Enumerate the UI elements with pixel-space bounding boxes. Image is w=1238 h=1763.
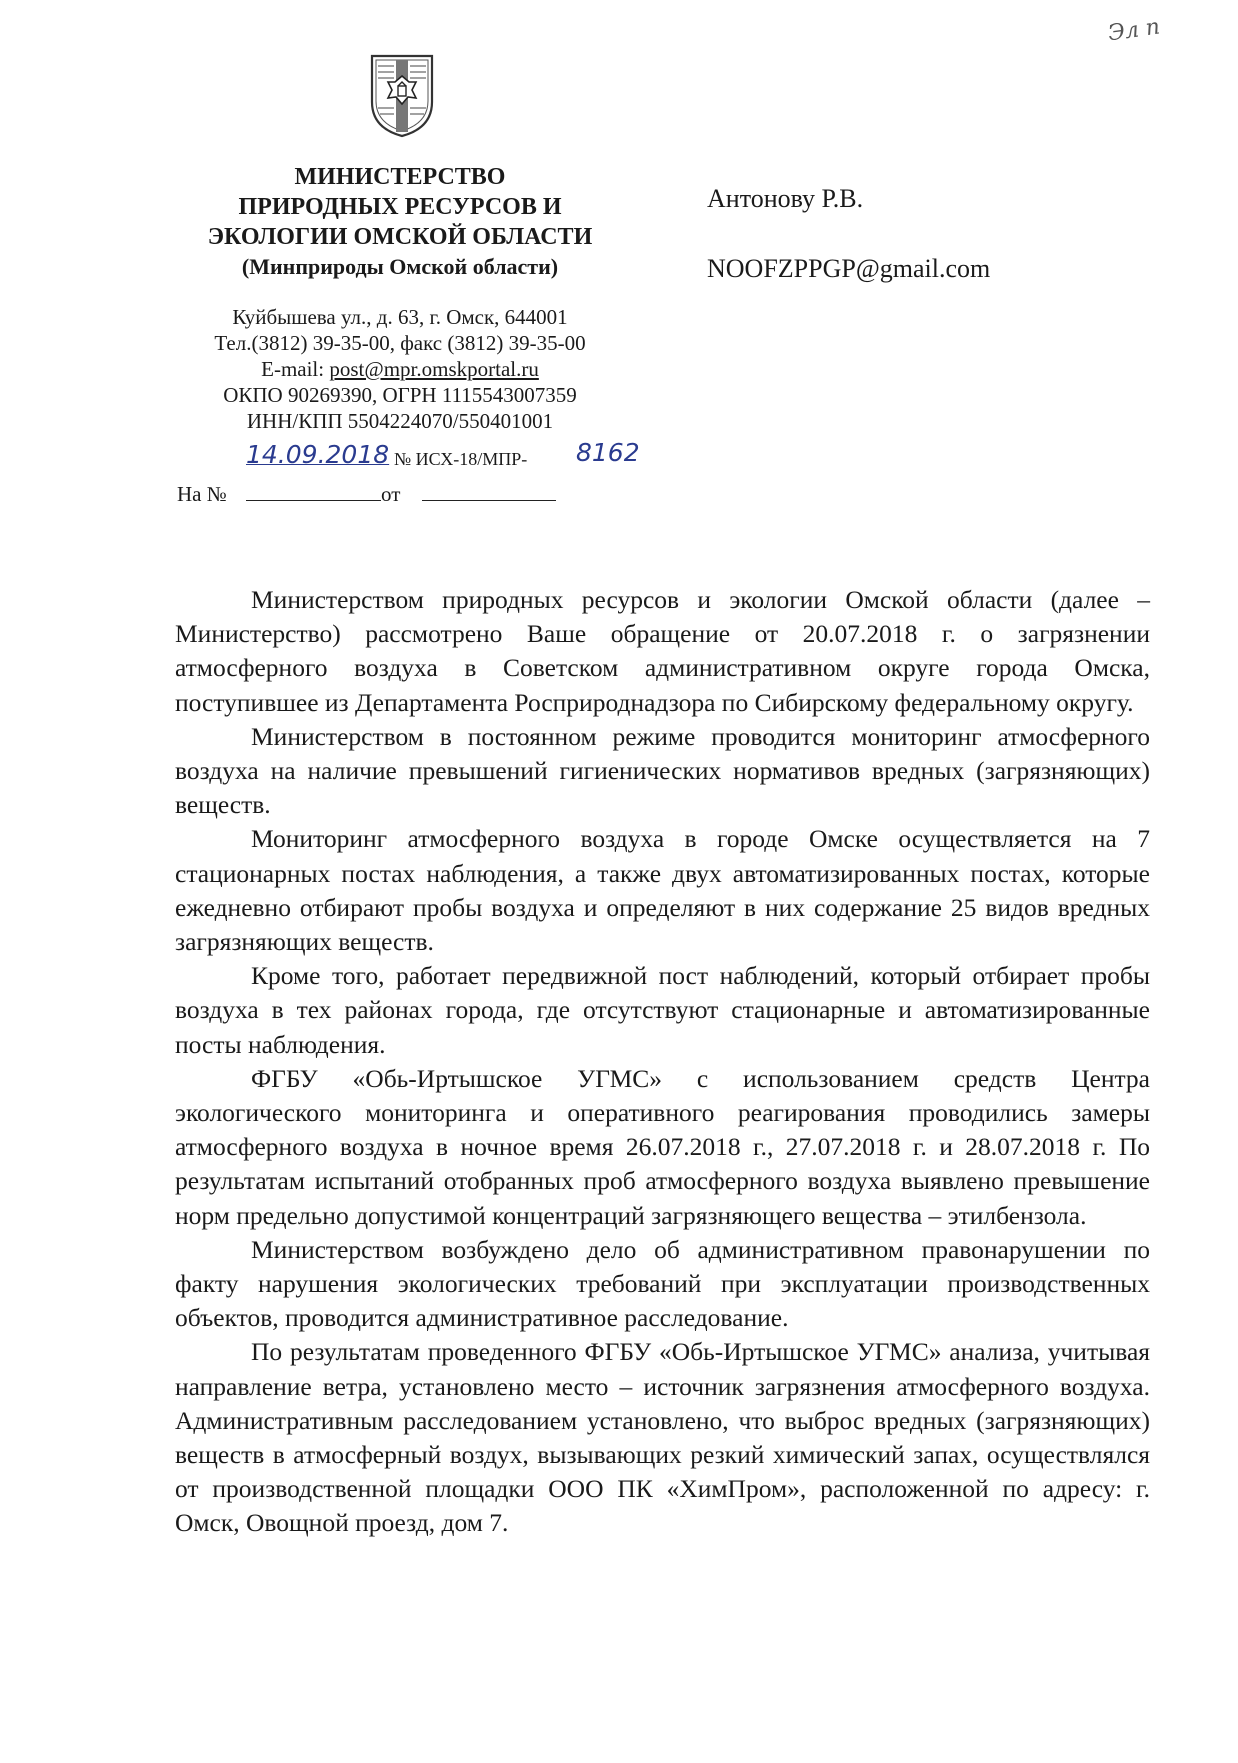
letter-body — [175, 583, 1150, 1541]
okpo-ogrn-line: ОКПО 90269390, ОГРН 1115543007359 — [223, 383, 577, 407]
ministry-name-line: ПРИРОДНЫХ РЕСУРСОВ И — [238, 194, 562, 220]
body-paragraph: ФГБУ «Обь-Иртышское УГМС» с использованием средств Центра экологического мониторинга и оперативного реагирования проводились замеры атмосферного воздуха в ночное время 26.07.2018 г., 27.07.2018 г. и 28.07.2018 г. По результатам испытаний отобранных проб атмосферного воздуха выявлено превышение норм предельно допустимой концентраций загрязняющего вещества – этилбензола. — [175, 1063, 1150, 1230]
registration-number-prefix: № ИСХ-18/МПР- — [394, 449, 528, 469]
phone-line: Тел.(3812) 39-35-00, факс (3812) 39-35-00 — [214, 331, 586, 355]
ministry-name-block — [170, 162, 630, 282]
body-paragraph: Министерством возбуждено дело об административном правонарушении по факту нарушения экологических требований при эксплуатации производственных объектов, проводится административное расследование. — [175, 1234, 1150, 1333]
reference-number-label: На № — [177, 482, 227, 506]
body-paragraph: Кроме того, работает передвижной пост наблюдений, который отбирает пробы воздуха в тех районах города, где отсутствуют стационарные и автоматизированные посты наблюдения. — [175, 961, 1150, 1059]
body-paragraph: Министерством в постоянном режиме проводится мониторинг атмосферного воздуха на наличие превышений гигиенических нормативов вредных (загрязняющих) веществ. — [175, 721, 1150, 820]
body-paragraph: По результатам проведенного ФГБУ «Обь-Иртышское УГМС» анализа, учитывая направление ветра, установлено место – источник загрязнения атмосферного воздуха. Административным расследованием установлено, что выброс вредных (загрязняющих) веществ в атмосферный воздух, вызывающих резкий химический запах, осуществлялся от производственной площадки ООО ПК «ХимПром», расположенной по адресу: г. Омск, Овощной проезд, дом 7. — [175, 1337, 1150, 1538]
reference-number-blank — [246, 482, 381, 501]
email-label: E-mail: — [261, 357, 330, 381]
handwritten-corner-mark: Эл п — [1106, 14, 1162, 47]
body-paragraph: Мониторинг атмосферного воздуха в городе Омске осуществляется на 7 стационарных постах наблюдения, а также двух автоматизированных постах, которые ежедневно отбирают пробы воздуха и определяют в них содержание 25 видов вредных загрязняющих веществ. — [175, 824, 1150, 957]
recipient-email: NOOFZPPGP@gmail.com — [707, 254, 991, 283]
ministry-email-link[interactable]: post@mpr.omskportal.ru — [329, 357, 539, 381]
handwritten-registration-date: 14.09.2018 — [246, 440, 390, 469]
ministry-abbreviation: (Минприроды Омской области) — [241, 254, 559, 279]
registration-line — [246, 440, 666, 476]
address-line: Куйбышева ул., д. 63, г. Омск, 644001 — [232, 305, 568, 329]
inn-kpp-line: ИНН/КПП 5504224070/550401001 — [246, 409, 554, 433]
coat-of-arms-emblem — [368, 52, 436, 138]
reference-from-label: от — [381, 482, 401, 506]
recipient-name: Антонову Р.В. — [707, 184, 864, 213]
body-paragraph: Министерством природных ресурсов и экологии Омской области (далее – Министерство) рассмотрено Ваше обращение от 20.07.2018 г. о загрязнении атмосферного воздуха в Советском административном округе города Омска, поступившее из Департамента Росприроднадзора по Сибирскому федеральному округу. — [175, 585, 1150, 717]
reference-date-blank — [422, 482, 556, 501]
ministry-name-line: МИНИСТЕРСТВО — [294, 164, 506, 190]
ministry-contacts — [160, 304, 640, 434]
ministry-name-line: ЭКОЛОГИИ ОМСКОЙ ОБЛАСТИ — [207, 224, 593, 250]
handwritten-registration-number: 8162 — [576, 438, 640, 467]
reference-line — [177, 482, 577, 506]
email-line — [160, 356, 640, 382]
